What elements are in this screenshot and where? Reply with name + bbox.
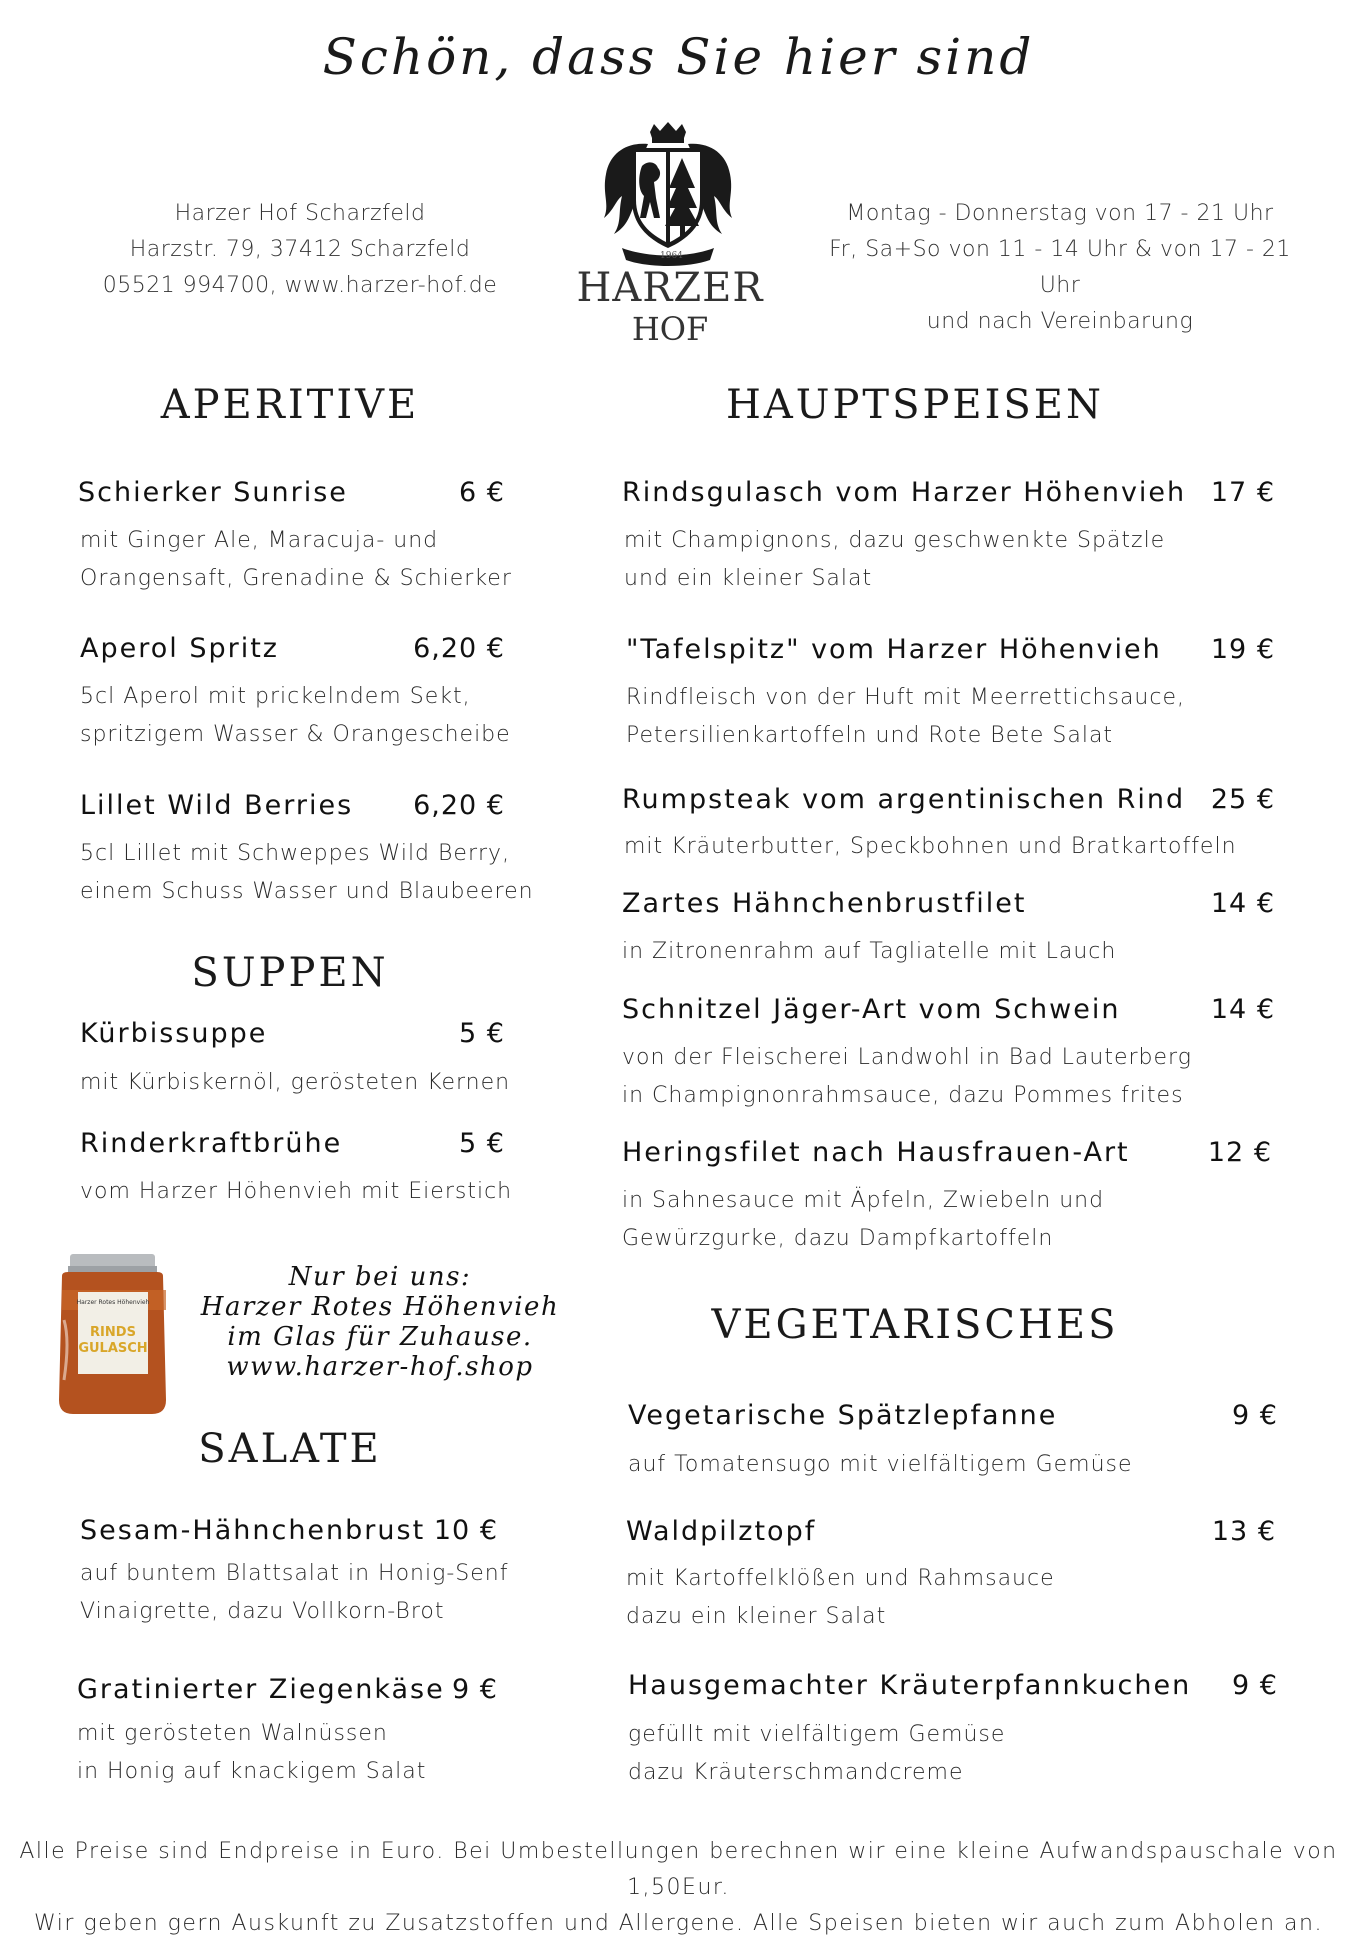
menu-item-description [626,679,1185,755]
jar-label-brand: Harzer Rotes Höhenvieh [76,1299,150,1306]
menu-item-description [624,828,1237,866]
menu-item-price: 12 € [1207,1137,1272,1168]
logo-subname: HOF [631,310,709,348]
menu-item-name: Gratinierter Ziegenkäse [77,1674,445,1705]
description-line: Vinaigrette, dazu Vollkorn-Brot [80,1599,445,1624]
description-line: und ein kleiner Salat [624,566,873,591]
menu-item-name: Heringsfilet nach Hausfrauen-Art [622,1137,1130,1168]
page-title: Schön, dass Sie hier sind [322,28,1035,86]
contact-info [80,196,520,304]
menu-item-name: Lillet Wild Berries [80,790,354,821]
promo-line: im Glas für Zuhause. [227,1322,533,1352]
menu-item-description [622,1182,1104,1258]
menu-item-price: 14 € [1210,994,1275,1025]
footer-note [0,1834,1357,1942]
section-title-vegetarisches: VEGETARISCHES [711,1302,1119,1348]
description-line: auf Tomatensugo mit vielfältigem Gemüse [628,1452,1133,1477]
description-line: in Honig auf knackigem Salat [77,1759,427,1784]
description-line: 5cl Aperol mit prickelndem Sekt, [80,684,471,709]
menu-item-name: Sesam-Hähnchenbrust [80,1515,426,1546]
menu-item-price: 6 € [459,477,505,508]
menu-item-name: "Tafelspitz" vom Harzer Höhenvieh [626,634,1162,665]
menu-item-description [626,1560,1055,1636]
menu-item-description [622,1039,1192,1115]
menu-item-price: 13 € [1211,1516,1276,1547]
menu-item-name: Kürbissuppe [80,1018,268,1049]
opening-hours [810,196,1310,340]
hours-weekend: Fr, Sa+So von 11 - 14 Uhr & von 17 - 21 Uhr [829,237,1291,298]
menu-item-name: Aperol Spritz [80,633,279,664]
promo-line: Nur bei uns: [288,1262,472,1292]
description-line: mit Champignons, dazu geschwenkte Spätzle [624,528,1166,553]
description-line: gefüllt mit vielfältigem Gemüse [628,1722,1006,1747]
description-line: 5cl Lillet mit Schweppes Wild Berry, [80,841,511,866]
contact-address: Harzstr. 79, 37412 Scharzfeld [129,237,471,262]
jar-label-gulasch: GULASCH [78,1341,148,1356]
menu-item-price: 19 € [1210,634,1275,665]
menu-item-description [80,1555,508,1631]
menu-item-description [80,522,512,598]
description-line: in Zitronenrahm auf Tagliatelle mit Lauch [622,939,1117,964]
contact-phone-web: 05521 994700, www.harzer-hof.de [102,273,498,298]
menu-item-price: 14 € [1210,888,1275,919]
menu-item-name: Schnitzel Jäger-Art vom Schwein [622,994,1121,1025]
promo-line: Harzer Rotes Höhenvieh [200,1292,560,1322]
description-line: dazu Kräuterschmandcreme [628,1760,964,1785]
promo-shop-link[interactable]: www.harzer-hof.shop [226,1352,534,1382]
menu-item-name: Vegetarische Spätzlepfanne [628,1400,1058,1431]
description-line: vom Harzer Höhenvieh mit Eierstich [80,1179,513,1204]
menu-item-name: Rindsgulasch vom Harzer Höhenvieh [622,477,1187,508]
menu-item-description [80,1064,510,1102]
menu-item-price: 10 € [433,1515,498,1546]
footer-line-prices: Alle Preise sind Endpreise in Euro. Bei Umbestellungen berechnen wir eine kleine Aufwandspauschale von 1,50Eur. [19,1839,1338,1900]
menu-item-price: 9 € [452,1674,498,1705]
description-line: auf buntem Blattsalat in Honig-Senf [80,1561,509,1586]
menu-item-description [628,1446,1133,1484]
menu-item-price: 6,20 € [413,790,505,821]
description-line: mit Ginger Ale, Maracuja- und [80,528,439,553]
section-title-salate: SALATE [198,1426,382,1472]
logo-name: HARZER [576,265,764,311]
menu-item-name: Zartes Hähnchenbrustfilet [622,888,1027,919]
description-line: mit gerösteten Walnüssen [77,1721,388,1746]
menu-item-name: Waldpilztopf [626,1516,817,1547]
description-line: Gewürzgurke, dazu Dampfkartoffeln [622,1226,1054,1251]
menu-item-price: 9 € [1232,1670,1278,1701]
section-title-hauptspeisen: HAUPTSPEISEN [726,382,1104,428]
menu-item-name: Hausgemachter Kräuterpfannkuchen [628,1670,1192,1701]
menu-item-name: Schierker Sunrise [78,477,348,508]
menu-item-price: 9 € [1232,1400,1278,1431]
gulasch-jar-image [50,1250,175,1420]
description-line: Orangensaft, Grenadine & Schierker [80,566,512,591]
promo-text [195,1262,565,1382]
menu-item-price: 17 € [1210,477,1275,508]
menu-item-price: 25 € [1210,784,1275,815]
contact-name: Harzer Hof Scharzfeld [174,201,426,226]
menu-item-description [77,1715,426,1791]
menu-item-price: 5 € [459,1128,505,1159]
description-line: Petersilienkartoffeln und Rote Bete Salat [626,723,1114,748]
description-line: dazu ein kleiner Salat [626,1604,887,1629]
hours-note: und nach Vereinbarung [926,309,1194,334]
description-line: mit Kartoffelklößen und Rahmsauce [626,1566,1055,1591]
section-title-suppen: SUPPEN [191,950,389,996]
footer-line-allergens: Wir geben gern Auskunft zu Zusatzstoffen und Allergene. Alle Speisen bieten wir auch zum Abholen an. [34,1911,1323,1936]
description-line: von der Fleischerei Landwohl in Bad Lauterberg [622,1045,1192,1070]
menu-item-name: Rinderkraftbrühe [80,1128,343,1159]
description-line: in Sahnesauce mit Äpfeln, Zwiebeln und [622,1188,1105,1213]
menu-item-description [628,1716,1005,1792]
menu-item-description [80,678,511,754]
jar-label-rinds: RINDS [90,1325,136,1340]
description-line: mit Kräuterbutter, Speckbohnen und Bratkartoffeln [624,834,1237,859]
menu-item-name: Rumpsteak vom argentinischen Rind [622,784,1186,815]
description-line: Rindfleisch von der Huft mit Meerrettichsauce, [626,685,1185,710]
hours-weekdays: Montag - Donnerstag von 17 - 21 Uhr [846,201,1274,226]
menu-item-price: 5 € [459,1018,505,1049]
section-title-aperitive: APERITIVE [160,382,420,428]
menu-item-price: 6,20 € [413,633,505,664]
description-line: in Champignonrahmsauce, dazu Pommes frites [622,1083,1184,1108]
description-line: spritzigem Wasser & Orangescheibe [80,722,511,747]
menu-item-description [80,835,534,911]
menu-item-description [80,1173,512,1211]
description-line: mit Kürbiskernöl, gerösteten Kernen [80,1070,511,1095]
menu-item-description [622,933,1116,971]
menu-item-description [624,522,1165,598]
description-line: einem Schuss Wasser und Blaubeeren [80,879,534,904]
logo-year: 1964 [660,251,683,261]
